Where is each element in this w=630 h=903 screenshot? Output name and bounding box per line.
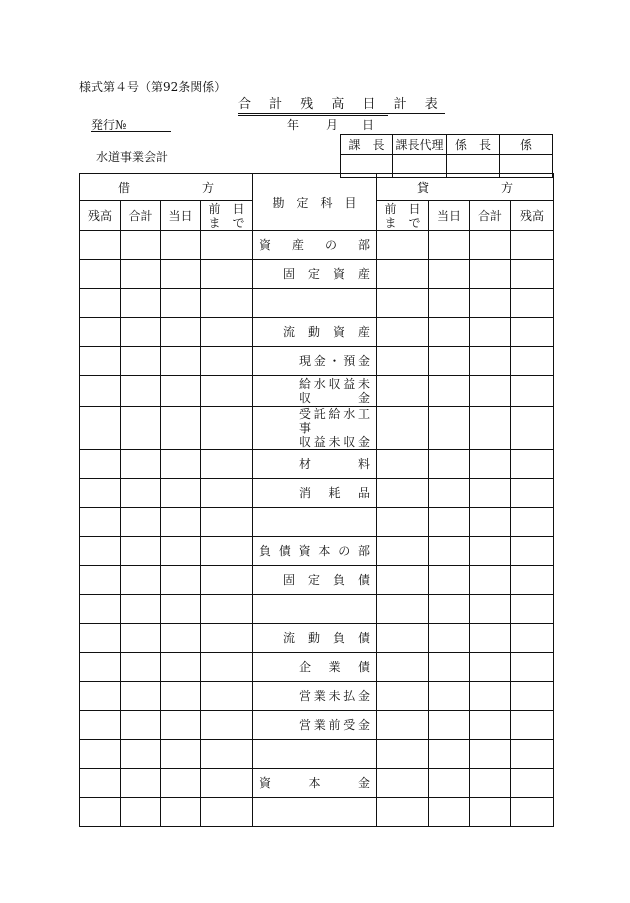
credit-amount-cell[interactable]: [377, 289, 429, 318]
debit-amount-cell[interactable]: [121, 407, 161, 450]
credit-amount-cell[interactable]: [429, 624, 470, 653]
approval-header: 課長代理: [393, 135, 447, 155]
debit-column-header: 合計: [121, 201, 161, 231]
account-name-cell: [253, 595, 377, 624]
account-name-line: 現金・預金: [299, 354, 371, 368]
ledger-row: [80, 376, 554, 407]
credit-amount-cell[interactable]: [470, 347, 511, 376]
date-year-label: 年: [287, 118, 300, 132]
approval-header: 課 長: [341, 135, 393, 155]
ledger-row: [80, 566, 554, 595]
credit-amount-cell[interactable]: [470, 682, 511, 711]
credit-amount-cell[interactable]: [429, 407, 470, 450]
debit-amount-cell[interactable]: [201, 682, 253, 711]
ledger-row: [80, 624, 554, 653]
debit-column-header: 残高: [80, 201, 121, 231]
account-name-cell: [253, 537, 377, 566]
credit-amount-cell[interactable]: [429, 479, 470, 508]
account-name-cell: [253, 407, 377, 450]
debit-amount-cell[interactable]: [80, 711, 121, 740]
debit-amount-cell[interactable]: [201, 231, 253, 260]
debit-amount-cell[interactable]: [121, 231, 161, 260]
debit-amount-cell[interactable]: [121, 376, 161, 407]
account-name-cell: [253, 769, 377, 798]
credit-amount-cell[interactable]: [377, 740, 429, 769]
credit-amount-cell[interactable]: [377, 407, 429, 450]
debit-amount-cell[interactable]: [201, 508, 253, 537]
account-name-line: 受託給水工事: [299, 407, 371, 435]
debit-header: 借 方: [80, 174, 253, 201]
credit-column-header: 残高: [511, 201, 554, 231]
account-name-cell: [253, 318, 377, 347]
ledger-row: [80, 231, 554, 260]
debit-amount-cell[interactable]: [161, 260, 201, 289]
debit-amount-cell[interactable]: [80, 595, 121, 624]
account-name-cell: [253, 653, 377, 682]
debit-amount-cell[interactable]: [80, 289, 121, 318]
debit-amount-cell[interactable]: [161, 479, 201, 508]
credit-amount-cell[interactable]: [511, 711, 554, 740]
credit-amount-cell[interactable]: [511, 682, 554, 711]
debit-amount-cell[interactable]: [201, 479, 253, 508]
debit-amount-cell[interactable]: [161, 566, 201, 595]
credit-amount-cell[interactable]: [377, 653, 429, 682]
credit-amount-cell[interactable]: [470, 769, 511, 798]
debit-amount-cell[interactable]: [121, 347, 161, 376]
credit-amount-cell[interactable]: [377, 450, 429, 479]
credit-amount-cell[interactable]: [377, 798, 429, 827]
enterprise-name: 水道事業会計: [96, 150, 169, 164]
debit-amount-cell[interactable]: [80, 740, 121, 769]
credit-amount-cell[interactable]: [470, 450, 511, 479]
account-name-cell: [253, 479, 377, 508]
issue-number-label: 発行№: [91, 118, 127, 132]
debit-amount-cell[interactable]: [80, 624, 121, 653]
debit-amount-cell[interactable]: [161, 508, 201, 537]
credit-amount-cell[interactable]: [429, 450, 470, 479]
credit-amount-cell[interactable]: [511, 508, 554, 537]
title-underline: [238, 115, 388, 116]
credit-amount-cell[interactable]: [377, 566, 429, 595]
ledger-row: [80, 479, 554, 508]
debit-amount-cell[interactable]: [161, 711, 201, 740]
account-name-line: 材料: [299, 457, 371, 471]
debit-amount-cell[interactable]: [161, 595, 201, 624]
debit-amount-cell[interactable]: [121, 653, 161, 682]
debit-amount-cell[interactable]: [121, 537, 161, 566]
debit-amount-cell[interactable]: [80, 508, 121, 537]
debit-amount-cell[interactable]: [201, 318, 253, 347]
issue-number-field[interactable]: [91, 131, 171, 132]
debit-amount-cell[interactable]: [80, 347, 121, 376]
account-name-cell: [253, 566, 377, 595]
credit-amount-cell[interactable]: [470, 289, 511, 318]
debit-amount-cell[interactable]: [161, 347, 201, 376]
credit-amount-cell[interactable]: [377, 624, 429, 653]
debit-amount-cell[interactable]: [80, 682, 121, 711]
debit-amount-cell[interactable]: [161, 798, 201, 827]
account-name-line: 収 金: [299, 391, 371, 405]
debit-amount-cell[interactable]: [201, 260, 253, 289]
debit-amount-cell[interactable]: [121, 624, 161, 653]
credit-amount-cell[interactable]: [470, 231, 511, 260]
debit-amount-cell[interactable]: [161, 289, 201, 318]
credit-amount-cell[interactable]: [470, 566, 511, 595]
debit-amount-cell[interactable]: [121, 711, 161, 740]
credit-amount-cell[interactable]: [429, 260, 470, 289]
debit-amount-cell[interactable]: [80, 653, 121, 682]
date-day-label: 日: [362, 118, 375, 132]
debit-amount-cell[interactable]: [121, 682, 161, 711]
debit-amount-cell[interactable]: [201, 566, 253, 595]
debit-amount-cell[interactable]: [80, 566, 121, 595]
account-header: 勘 定 科 目: [253, 174, 377, 231]
debit-amount-cell[interactable]: [161, 376, 201, 407]
ledger-row: [80, 450, 554, 479]
credit-amount-cell[interactable]: [429, 376, 470, 407]
form-title: 合 計 残 高 日 計 表: [238, 97, 445, 112]
debit-amount-cell[interactable]: [201, 289, 253, 318]
debit-amount-cell[interactable]: [161, 407, 201, 450]
debit-amount-cell[interactable]: [201, 595, 253, 624]
debit-amount-cell[interactable]: [121, 508, 161, 537]
debit-amount-cell[interactable]: [201, 653, 253, 682]
credit-amount-cell[interactable]: [377, 376, 429, 407]
account-name-line: 固定負債: [283, 573, 371, 587]
credit-amount-cell[interactable]: [511, 407, 554, 450]
credit-amount-cell[interactable]: [470, 624, 511, 653]
debit-amount-cell[interactable]: [121, 289, 161, 318]
debit-amount-cell[interactable]: [201, 711, 253, 740]
credit-amount-cell[interactable]: [429, 682, 470, 711]
debit-amount-cell[interactable]: [161, 318, 201, 347]
ledger-row: [80, 740, 554, 769]
debit-amount-cell[interactable]: [121, 595, 161, 624]
credit-amount-cell[interactable]: [470, 376, 511, 407]
credit-amount-cell[interactable]: [429, 231, 470, 260]
credit-amount-cell[interactable]: [511, 450, 554, 479]
credit-amount-cell[interactable]: [511, 260, 554, 289]
debit-amount-cell[interactable]: [80, 260, 121, 289]
credit-amount-cell[interactable]: [429, 347, 470, 376]
debit-amount-cell[interactable]: [161, 769, 201, 798]
credit-amount-cell[interactable]: [511, 231, 554, 260]
credit-amount-cell[interactable]: [429, 537, 470, 566]
credit-amount-cell[interactable]: [377, 318, 429, 347]
debit-amount-cell[interactable]: [80, 479, 121, 508]
credit-amount-cell[interactable]: [377, 508, 429, 537]
credit-amount-cell[interactable]: [511, 653, 554, 682]
debit-amount-cell[interactable]: [161, 624, 201, 653]
credit-amount-cell[interactable]: [511, 769, 554, 798]
account-name-line: 流動資産: [283, 325, 371, 339]
account-name-cell: [253, 450, 377, 479]
debit-amount-cell[interactable]: [121, 479, 161, 508]
credit-amount-cell[interactable]: [511, 347, 554, 376]
credit-amount-cell[interactable]: [377, 479, 429, 508]
credit-amount-cell[interactable]: [511, 289, 554, 318]
credit-amount-cell[interactable]: [377, 260, 429, 289]
credit-amount-cell[interactable]: [377, 769, 429, 798]
debit-amount-cell[interactable]: [80, 769, 121, 798]
credit-amount-cell[interactable]: [377, 595, 429, 624]
credit-amount-cell[interactable]: [470, 318, 511, 347]
form-number: 様式第４号（第92条関係）: [79, 80, 227, 94]
credit-amount-cell[interactable]: [511, 376, 554, 407]
account-name-cell: [253, 740, 377, 769]
debit-column-header: 前 日 ま で: [201, 201, 253, 231]
credit-amount-cell[interactable]: [511, 479, 554, 508]
account-name-cell: [253, 289, 377, 318]
credit-amount-cell[interactable]: [377, 682, 429, 711]
ledger-table: [79, 173, 554, 827]
ledger-row: [80, 682, 554, 711]
credit-amount-cell[interactable]: [470, 595, 511, 624]
approval-stamp-table: [340, 134, 553, 178]
ledger-row: [80, 289, 554, 318]
debit-amount-cell[interactable]: [201, 769, 253, 798]
account-name-cell: [253, 231, 377, 260]
debit-amount-cell[interactable]: [201, 407, 253, 450]
date-month-label: 月: [326, 118, 339, 132]
ledger-row: [80, 595, 554, 624]
credit-amount-cell[interactable]: [511, 624, 554, 653]
debit-amount-cell[interactable]: [80, 798, 121, 827]
credit-amount-cell[interactable]: [470, 798, 511, 827]
credit-column-header: 当日: [429, 201, 470, 231]
debit-amount-cell[interactable]: [121, 798, 161, 827]
ledger-row: [80, 407, 554, 450]
ledger-row: [80, 508, 554, 537]
credit-amount-cell[interactable]: [470, 407, 511, 450]
credit-amount-cell[interactable]: [470, 711, 511, 740]
credit-amount-cell[interactable]: [511, 595, 554, 624]
account-name-line: 営業未払金: [299, 689, 371, 703]
debit-amount-cell[interactable]: [201, 450, 253, 479]
account-name-cell: [253, 376, 377, 407]
account-name-cell: [253, 798, 377, 827]
account-name-line: 資本金: [259, 776, 371, 790]
account-name-line: 消耗品: [299, 486, 371, 500]
account-name-cell: [253, 508, 377, 537]
debit-amount-cell[interactable]: [80, 407, 121, 450]
credit-amount-cell[interactable]: [470, 260, 511, 289]
account-name-cell: [253, 347, 377, 376]
ledger-row: [80, 318, 554, 347]
ledger-row: [80, 347, 554, 376]
credit-amount-cell[interactable]: [429, 289, 470, 318]
debit-amount-cell[interactable]: [201, 347, 253, 376]
debit-amount-cell[interactable]: [121, 769, 161, 798]
credit-amount-cell[interactable]: [511, 798, 554, 827]
debit-amount-cell[interactable]: [80, 450, 121, 479]
ledger-row: [80, 260, 554, 289]
credit-amount-cell[interactable]: [511, 740, 554, 769]
credit-amount-cell[interactable]: [511, 566, 554, 595]
debit-amount-cell[interactable]: [80, 231, 121, 260]
credit-column-header: 前 日 ま で: [377, 201, 429, 231]
account-name-line: 流動負債: [283, 631, 371, 645]
debit-amount-cell[interactable]: [201, 537, 253, 566]
debit-amount-cell[interactable]: [121, 740, 161, 769]
debit-amount-cell[interactable]: [161, 231, 201, 260]
credit-amount-cell[interactable]: [429, 508, 470, 537]
credit-amount-cell[interactable]: [511, 318, 554, 347]
account-name-line: 固定資産: [283, 267, 371, 281]
credit-amount-cell[interactable]: [511, 537, 554, 566]
account-name-cell: [253, 260, 377, 289]
ledger-row: [80, 769, 554, 798]
credit-amount-cell[interactable]: [429, 595, 470, 624]
ledger-row: [80, 711, 554, 740]
debit-amount-cell[interactable]: [161, 682, 201, 711]
debit-amount-cell[interactable]: [121, 450, 161, 479]
credit-amount-cell[interactable]: [470, 479, 511, 508]
account-name-line: 収益未収金: [299, 435, 371, 449]
account-name-line: 企業債: [299, 660, 371, 674]
credit-amount-cell[interactable]: [429, 653, 470, 682]
debit-amount-cell[interactable]: [161, 653, 201, 682]
debit-amount-cell[interactable]: [80, 537, 121, 566]
ledger-row: [80, 653, 554, 682]
credit-amount-cell[interactable]: [429, 740, 470, 769]
debit-amount-cell[interactable]: [121, 318, 161, 347]
debit-amount-cell[interactable]: [161, 537, 201, 566]
credit-amount-cell[interactable]: [377, 231, 429, 260]
debit-amount-cell[interactable]: [201, 798, 253, 827]
account-name-line: 資産の部: [259, 238, 371, 252]
account-name-cell: [253, 682, 377, 711]
credit-amount-cell[interactable]: [429, 711, 470, 740]
credit-amount-cell[interactable]: [470, 740, 511, 769]
ledger-row: [80, 537, 554, 566]
debit-amount-cell[interactable]: [161, 740, 201, 769]
debit-amount-cell[interactable]: [80, 376, 121, 407]
credit-amount-cell[interactable]: [429, 318, 470, 347]
credit-column-header: 合計: [470, 201, 511, 231]
debit-amount-cell[interactable]: [121, 260, 161, 289]
account-name-cell: [253, 624, 377, 653]
debit-amount-cell[interactable]: [161, 450, 201, 479]
debit-amount-cell[interactable]: [80, 318, 121, 347]
account-name-cell: [253, 711, 377, 740]
credit-header: 貸 方: [377, 174, 554, 201]
credit-amount-cell[interactable]: [377, 347, 429, 376]
debit-amount-cell[interactable]: [201, 624, 253, 653]
account-name-line: 給水収益未: [299, 377, 371, 391]
debit-column-header: 当日: [161, 201, 201, 231]
credit-amount-cell[interactable]: [470, 537, 511, 566]
approval-header: 係: [500, 135, 553, 155]
debit-amount-cell[interactable]: [121, 566, 161, 595]
credit-amount-cell[interactable]: [470, 508, 511, 537]
credit-amount-cell[interactable]: [377, 537, 429, 566]
credit-amount-cell[interactable]: [429, 769, 470, 798]
debit-amount-cell[interactable]: [201, 740, 253, 769]
debit-amount-cell[interactable]: [201, 376, 253, 407]
account-name-line: 営業前受金: [299, 718, 371, 732]
credit-amount-cell[interactable]: [429, 566, 470, 595]
credit-amount-cell[interactable]: [429, 798, 470, 827]
ledger-row: [80, 798, 554, 827]
credit-amount-cell[interactable]: [470, 653, 511, 682]
approval-header: 係 長: [447, 135, 500, 155]
credit-amount-cell[interactable]: [377, 711, 429, 740]
account-name-line: 負債資本の部: [259, 544, 371, 558]
